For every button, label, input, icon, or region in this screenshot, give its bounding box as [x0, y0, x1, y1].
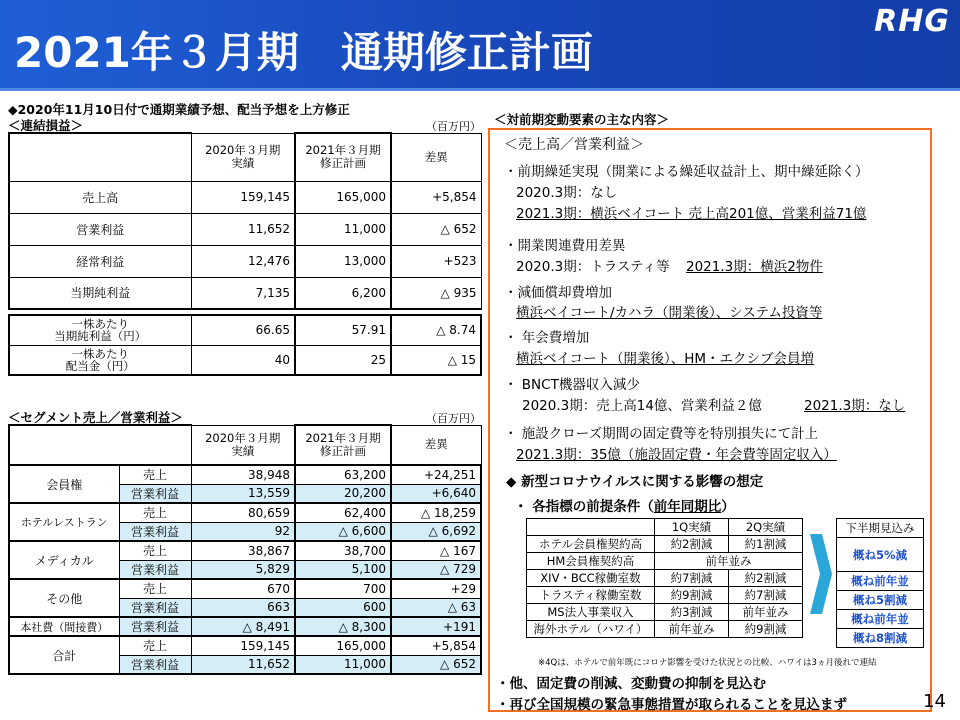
segment-actual-value: 670: [191, 579, 295, 598]
item6-detail: 2021.3期：35億（施設固定費・年会費等固定収入）: [516, 447, 837, 463]
assumption-footnote: ※4Qは、ホテルで前年既にコロナ影響を受けた状況との比較、ハワイは3ヵ月後れで連結: [538, 658, 877, 668]
conditions-title-a: ・ 各指標の前提条件（: [514, 499, 654, 515]
assumption-label: HM会員権契約高: [527, 553, 655, 570]
item4-heading: ・ 年会費増加: [504, 330, 590, 346]
segment-name: メディカル: [9, 541, 119, 579]
segment-name: その他: [9, 579, 119, 617]
assumptions-header-q1: 1Q実績: [655, 519, 729, 536]
pl-plan-value: 13,000: [295, 245, 391, 277]
assumptions-table: [526, 518, 803, 638]
segment-metric-label: 売上: [119, 541, 191, 560]
segment-row: [9, 541, 481, 560]
segment-plan-value: 165,000: [295, 636, 391, 655]
conditions-title-b: 前年同期比: [653, 499, 722, 515]
assumption-q1-value: 約7割減: [655, 570, 729, 587]
assumption-q2-value: 約2割減: [729, 570, 803, 587]
pl-header-plan: [295, 133, 391, 181]
bullet-fixed-costs: ・他、固定費の削減、変動費の抑制を見込む: [496, 676, 766, 692]
assumption-row: [527, 536, 803, 553]
segment-actual-value: △ 8,491: [191, 617, 295, 636]
revision-note: ◆2020年11月10日付で通期業績予想、配当予想を上方修正: [8, 102, 350, 117]
assumption-q2-value: 約7割減: [729, 587, 803, 604]
per-share-row: [9, 345, 481, 375]
per-share-plan: 25: [295, 345, 391, 375]
pl-row-label: 売上高: [9, 181, 191, 213]
segment-metric-label: 営業利益: [119, 560, 191, 579]
pl-plan-value: 11,000: [295, 213, 391, 245]
pl-row: [9, 181, 481, 213]
item1-prev: 2020.3期：なし: [516, 185, 618, 201]
per-share-table: [8, 314, 482, 376]
second-half-header: 下半期見込み: [837, 519, 924, 538]
segment-actual-value: 159,145: [191, 636, 295, 655]
per-share-label-line: 一株あたり: [71, 346, 129, 361]
assumption-q1-value: 約2割減: [655, 536, 729, 553]
seg-header-diff: 差異: [391, 425, 481, 465]
pl-diff-value: +523: [391, 245, 481, 277]
segment-metric-label: 営業利益: [119, 598, 191, 617]
per-share-label-line: 一株あたり: [71, 317, 129, 332]
segment-plan-value: 20,200: [295, 484, 391, 503]
segment-metric-label: 営業利益: [119, 484, 191, 503]
segment-diff-value: △ 63: [391, 598, 481, 617]
item2-heading: ・開業関連費用差異: [504, 238, 626, 254]
segment-metric-label: 売上: [119, 579, 191, 598]
assumption-q1-value: 約3割減: [655, 604, 729, 621]
conditions-title-c: ）: [721, 499, 735, 515]
page-title: 2021年３月期 通期修正計画: [14, 28, 593, 77]
corona-title: ◆ 新型コロナウイルスに関する影響の想定: [506, 474, 764, 490]
pl-plan-value: 165,000: [295, 181, 391, 213]
segment-diff-value: △ 18,259: [391, 503, 481, 522]
item3-detail: 横浜ベイコート/カハラ（開業後）、システム投資等: [516, 305, 823, 321]
pl-unit-label: （百万円）: [426, 120, 481, 133]
pl-row-label: 当期純利益: [9, 277, 191, 309]
pl-header-row: [9, 133, 481, 181]
assumptions-header-q2: 2Q実績: [729, 519, 803, 536]
forecast-value: 概ね前年並: [837, 610, 924, 629]
per-share-plan: 57.91: [295, 315, 391, 345]
assumptions-header-row: [527, 519, 803, 536]
right-section-title: ＜対前期変動要素の主な内容＞: [494, 112, 670, 127]
segment-metric-label: 売上: [119, 503, 191, 522]
per-share-diff: △ 8.74: [391, 315, 481, 345]
seg-header-actual-l1: 2020年３月期: [205, 430, 281, 445]
assumption-q2-value: 約9割減: [729, 621, 803, 638]
assumption-row: [527, 587, 803, 604]
seg-header-plan-l2: 修正計画: [320, 444, 366, 458]
segment-diff-value: △ 652: [391, 655, 481, 674]
forecast-value: 概ね前年並: [837, 572, 924, 591]
pl-plan-value: 6,200: [295, 277, 391, 309]
segment-plan-value: 11,000: [295, 655, 391, 674]
item1-curr: 2021.3期：横浜ベイコート 売上高201億、営業利益71億: [516, 206, 867, 222]
segment-actual-value: 5,829: [191, 560, 295, 579]
pl-row-label: 営業利益: [9, 213, 191, 245]
assumption-row: [527, 604, 803, 621]
item5-heading: ・ BNCT機器収入減少: [504, 377, 640, 393]
pl-actual-value: 11,652: [191, 213, 295, 245]
assumption-merged-value: 前年並み: [655, 553, 803, 570]
segment-diff-value: +5,854: [391, 636, 481, 655]
item2-prev: 2020.3期：トラスティ等: [516, 259, 670, 275]
segment-name: 合計: [9, 636, 119, 674]
segment-diff-value: △ 167: [391, 541, 481, 560]
pl-header-diff: 差異: [391, 133, 481, 181]
pl-row: [9, 245, 481, 277]
segment-header-row: [9, 425, 481, 465]
pl-row: [9, 213, 481, 245]
seg-header-plan-l1: 2021年３月期: [305, 431, 381, 445]
item5-curr: 2021.3期：なし: [804, 398, 906, 414]
assumption-row: [527, 621, 803, 638]
assumption-label: MS法人事業収入: [527, 604, 655, 621]
assumption-q1-value: 前年並み: [655, 621, 729, 638]
segment-metric-label: 営業利益: [119, 655, 191, 674]
segment-section-title: ＜セグメント売上／営業利益＞: [8, 410, 183, 425]
segment-actual-value: 80,659: [191, 503, 295, 522]
segment-metric-label: 営業利益: [119, 617, 191, 636]
conditions-title: [514, 495, 735, 515]
segment-actual-value: 13,559: [191, 484, 295, 503]
forecast-value: 概ね5%減: [837, 538, 924, 572]
per-share-diff: △ 15: [391, 345, 481, 375]
segment-row: [9, 617, 481, 636]
assumptions-header-blank: [527, 519, 655, 536]
segment-actual-value: 11,652: [191, 655, 295, 674]
forecast-value: 概ね8割減: [837, 629, 924, 648]
assumption-label: トラスティ稼働室数: [527, 587, 655, 604]
consolidated-pl-table: [8, 132, 482, 310]
segment-diff-value: △ 729: [391, 560, 481, 579]
assumption-row: [527, 553, 803, 570]
pl-section-title: ＜連結損益＞: [8, 118, 84, 133]
assumption-label: ホテル会員権契約高: [527, 536, 655, 553]
pl-diff-value: +5,854: [391, 181, 481, 213]
segment-diff-value: +24,251: [391, 465, 481, 484]
segment-table: [8, 424, 482, 675]
per-share-row: [9, 315, 481, 345]
pl-header-plan-l2: 修正計画: [320, 156, 366, 171]
pl-actual-value: 159,145: [191, 181, 295, 213]
segment-actual-value: 663: [191, 598, 295, 617]
pl-header-plan-l1: 2021年３月期: [305, 143, 381, 158]
segment-row: [9, 579, 481, 598]
assumption-label: 海外ホテル（ハワイ）: [527, 621, 655, 638]
assumption-row: [527, 570, 803, 587]
segment-metric-label: 営業利益: [119, 522, 191, 541]
pl-actual-value: 7,135: [191, 277, 295, 309]
segment-actual-value: 38,948: [191, 465, 295, 484]
per-share-label: [9, 315, 191, 345]
segment-plan-value: △ 6,600: [295, 522, 391, 541]
bullet-emergency: ・再び全国規模の緊急事態措置が取られることを見込まず: [496, 697, 847, 713]
page-number: 14: [923, 691, 946, 712]
segment-row: [9, 465, 481, 484]
assumption-q2-value: 約1割減: [729, 536, 803, 553]
segment-diff-value: +29: [391, 579, 481, 598]
assumption-q1-value: 約9割減: [655, 587, 729, 604]
segment-actual-value: 38,867: [191, 541, 295, 560]
segment-name: 本社費（間接費）: [9, 617, 119, 636]
segment-actual-value: 92: [191, 522, 295, 541]
per-share-label-line: 配当金（円）: [65, 358, 135, 373]
segment-diff-value: +6,640: [391, 484, 481, 503]
per-share-label: [9, 345, 191, 375]
segment-metric-label: 売上: [119, 465, 191, 484]
segment-unit-label: （百万円）: [426, 412, 481, 425]
pl-actual-value: 12,476: [191, 245, 295, 277]
sales-op-subtitle: ＜売上高／営業利益＞: [504, 137, 644, 153]
segment-metric-label: 売上: [119, 636, 191, 655]
segment-diff-value: △ 6,692: [391, 522, 481, 541]
per-share-label-line: 当期純利益（円）: [54, 329, 147, 344]
segment-row: [9, 636, 481, 655]
company-logo: RHG: [874, 4, 950, 39]
segment-plan-value: 62,400: [295, 503, 391, 522]
seg-header-plan: [295, 425, 391, 465]
seg-header-actual: [191, 425, 295, 465]
per-share-actual: 66.65: [191, 315, 295, 345]
pl-header-actual: [191, 133, 295, 181]
segment-plan-value: 600: [295, 598, 391, 617]
pl-diff-value: △ 652: [391, 213, 481, 245]
item5-prev: 2020.3期：売上高14億、営業利益２億: [522, 398, 762, 414]
pl-header-actual-l1: 2020年３月期: [205, 143, 281, 157]
assumption-label: XIV・BCC稼働室数: [527, 570, 655, 587]
pl-row-label: 経常利益: [9, 245, 191, 277]
header-banner: [0, 0, 960, 91]
segment-plan-value: 38,700: [295, 541, 391, 560]
per-share-actual: 40: [191, 345, 295, 375]
segment-plan-value: △ 8,300: [295, 617, 391, 636]
forecast-arrow-icon: [810, 532, 832, 616]
item2-curr: 2021.3期：横浜2物件: [686, 259, 823, 275]
segment-name: ホテルレストラン: [9, 503, 119, 541]
item4-detail: 横浜ベイコート（開業後）、HM・エクシブ会員増: [516, 351, 815, 367]
pl-header-actual-l2: 実績: [231, 156, 255, 170]
second-half-forecast-table: [836, 518, 924, 648]
segment-plan-value: 63,200: [295, 465, 391, 484]
item1-heading: ・前期繰延実現（開業による繰延収益計上、期中繰延除く）: [504, 164, 869, 180]
segment-plan-value: 700: [295, 579, 391, 598]
segment-name: 会員権: [9, 465, 119, 503]
segment-row: [9, 503, 481, 522]
seg-header-actual-l2: 実績: [231, 443, 255, 458]
forecast-value: 概ね5割減: [837, 591, 924, 610]
pl-row: [9, 277, 481, 309]
segment-plan-value: 5,100: [295, 560, 391, 579]
item6-heading: ・ 施設クローズ期間の固定費等を特別損失にて計上: [504, 426, 819, 442]
assumption-q2-value: 前年並み: [729, 604, 803, 621]
pl-diff-value: △ 935: [391, 277, 481, 309]
segment-diff-value: +191: [391, 617, 481, 636]
item3-heading: ・減価償却費増加: [504, 285, 612, 301]
